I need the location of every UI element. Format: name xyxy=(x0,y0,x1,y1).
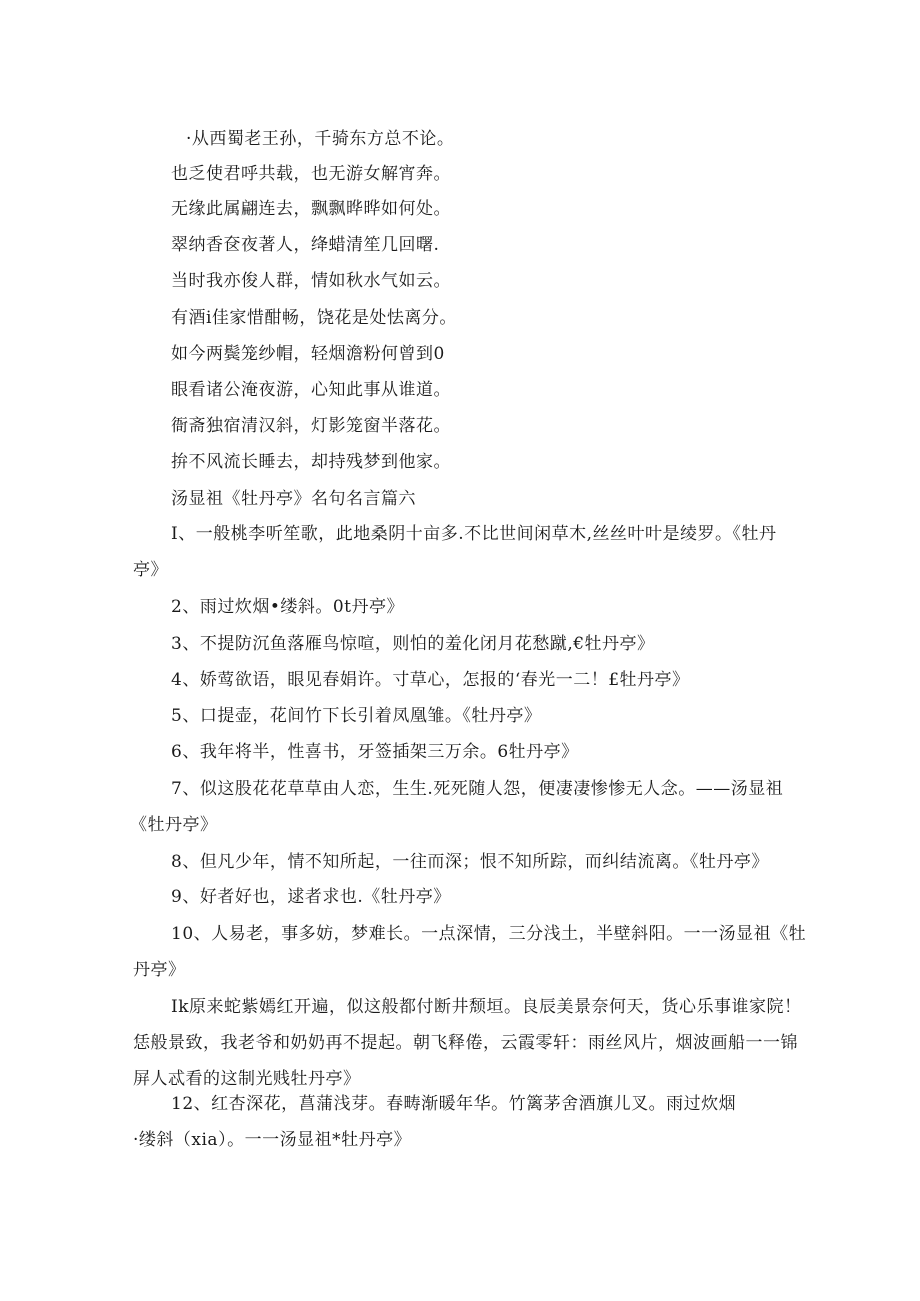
quote-line: 屏人忒看的这制光贱牡丹亭》 xyxy=(133,1069,361,1089)
quote-line: 9、好者好也，逑者求也.《牡丹亭》 xyxy=(171,887,451,907)
poem-line: 当时我亦俊人群，情如秋水气如云。 xyxy=(171,271,451,291)
quote-line: I、一般桃李听笙歌，此地桑阴十亩多.不比世间闲草木,丝丝叶叶是绫罗。《牡丹 xyxy=(171,524,777,544)
quote-line: 恁般景致，我老爷和奶奶再不提起。朝飞释倦，云霞零轩：雨丝风片，烟波画船一一锦 xyxy=(133,1033,798,1053)
quote-line: 亭》 xyxy=(133,560,168,580)
quote-line: Ik原来蛇紫嫣红开遍，似这般都付断井颓垣。良辰美景奈何天，货心乐事谁家院！ xyxy=(171,997,802,1017)
quote-line: 《牡丹亭》 xyxy=(130,815,218,835)
quote-line: 3、不提防沉鱼落雁鸟惊喧，则怕的羞化闭月花愁蹴,€牡丹亭》 xyxy=(171,634,655,654)
quote-line: ·缕斜（xia）。一一汤显祖*牡丹亭》 xyxy=(133,1130,412,1150)
quote-line: 2、雨过炊烟•缕斜。0t丹亭》 xyxy=(171,597,404,617)
poem-line: 无缘此属翩连去，飘飘晔晔如何处。 xyxy=(171,199,451,219)
poem-line: 有酒i佳家惜酣畅，饶花是处怯离分。 xyxy=(171,308,457,328)
poem-line: 眼看诸公淹夜游，心知此事从谁道。 xyxy=(171,380,451,400)
poem-line: ·从西蜀老王孙，千骑东方总不论。 xyxy=(186,129,455,149)
quote-line: 12、红杏深花，菖蒲浅芽。春畴渐暖年华。竹篱茅舍酒旗儿叉。雨过炊烟 xyxy=(171,1094,737,1114)
quote-line: 6、我年将半，性喜书，牙签插架三万余。6牡丹亭》 xyxy=(171,742,579,762)
poem-line: 如今两鬓笼纱帽，轻烟澹粉何曾到0 xyxy=(171,344,445,364)
quote-line: 5、口提壶，花间竹下长引着凤凰雏。《牡丹亭》 xyxy=(171,706,542,726)
quote-line: 4、娇莺欲语，眼见春娟许。寸草心，怎报的‘春光一二！£牡丹亭》 xyxy=(171,670,690,690)
quote-line: 丹亭》 xyxy=(133,960,186,980)
poem-line: 衙斋独宿清汉斜，灯影笼窗半落花。 xyxy=(171,416,451,436)
poem-line: 拚不风流长睡去，却持残梦到他家。 xyxy=(171,452,451,472)
quote-line: 7、似这股花花草草由人恋，生生.死死随人怨，便凄凄惨惨无人念。——汤显祖 xyxy=(171,779,784,799)
poem-line: 也乏使君呼共载，也无游女解宵奔。 xyxy=(171,164,451,184)
quote-line: 8、但凡少年，情不知所起，一往而深；恨不知所踪，而纠结流离。《牡丹亭》 xyxy=(171,852,769,872)
poem-line: 翠纳香奁夜著人，绛蜡清笙几回曙. xyxy=(171,235,440,255)
section-title: 汤显祖《牡丹亭》名句名言篇六 xyxy=(171,489,416,509)
quote-line: 10、人易老，事多妨，梦难长。一点深情，三分浅土，半壁斜阳。一一汤显祖《牡 xyxy=(171,924,807,944)
